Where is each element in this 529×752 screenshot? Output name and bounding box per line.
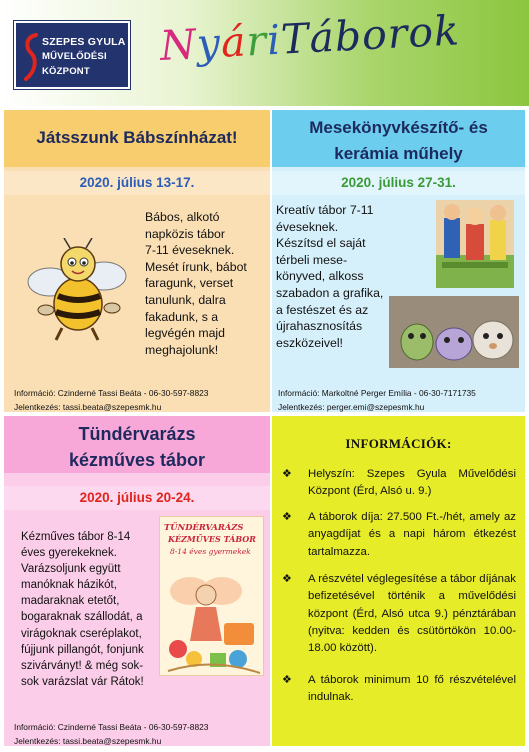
bullet-icon: ❖ <box>282 674 292 686</box>
info-item-text: A táborok díja: 27.500 Ft.-/hét, amely az anyagdíjat és a napi három étkezést tartalmazza. <box>308 511 516 558</box>
info-item-location <box>284 466 516 501</box>
info-item-fee <box>284 509 516 561</box>
description-line: Kézműves tábor 8-14 <box>21 531 131 543</box>
description-line: éveseknek. <box>276 219 339 234</box>
storybook-photo <box>436 200 514 288</box>
signup-email[interactable]: Jelentkezés: tassi.beata@szepesmk.hu <box>14 402 162 412</box>
fairy-crafts-icon <box>160 561 264 676</box>
description-line: eszközeivel! <box>276 335 343 350</box>
description-line: szivárványt! & még sok- <box>21 659 144 672</box>
camp-title-line: Tündérvarázs <box>78 424 196 444</box>
description-line: faragunk, verset <box>145 276 234 291</box>
szepes-gyula-logo <box>14 21 130 89</box>
camp-date: 2020. július 20-24. <box>79 490 195 505</box>
description-line: újrahasznosítás <box>276 319 363 334</box>
logo-mark-icon <box>22 31 40 83</box>
camp-date: 2020. július 27-31. <box>341 175 456 190</box>
title-letter: r <box>245 16 269 66</box>
description-line: Kreatív tábor 7-11 <box>276 203 374 217</box>
title-letter: b <box>333 11 364 61</box>
description-line: fújjunk pillangót, fonjunk <box>21 643 144 656</box>
poster-heading: TÜNDÉRVARÁZS <box>164 522 244 532</box>
title-letter: T <box>279 14 311 64</box>
logo-text-line: SZEPES GYULA <box>42 36 126 48</box>
information-panel <box>272 416 525 746</box>
description-line: napközis tábor <box>145 226 225 241</box>
description-line: térbeli mese- <box>276 252 348 267</box>
title-letter: á <box>219 17 248 67</box>
contact-info: Információ: Markoltné Perger Emília - 06-30-7171735 <box>278 388 476 398</box>
title-letter: o <box>360 10 389 60</box>
description-line: szabadon a grafika, <box>276 285 384 300</box>
title-letter: y <box>195 18 223 69</box>
title-letter: k <box>432 6 461 56</box>
bee-puppet-illustration <box>22 238 130 343</box>
info-item-text: A részvétel véglegesítése a tábor díjának befizetésével történik a művelődési központ (Érd, Alsó utca 9.) pénztárában (nyitva: kedden és csütörtökön 10.00-18.00 között). <box>308 573 516 655</box>
info-title: INFORMÁCIÓK: <box>345 436 452 451</box>
logo-text-line: MŰVELŐDÉSI <box>42 51 107 62</box>
description-line: a festészet és az <box>276 302 369 317</box>
poster-title <box>159 6 461 70</box>
info-item-text: Helyszín: Szepes Gyula Művelődési Központ (Érd, Alsó u. 9.) <box>308 468 516 498</box>
description-line: bogaraknak szállodát, a <box>21 611 143 624</box>
description-line: éves gyerekeknek. <box>21 547 117 560</box>
camp-description <box>145 209 267 358</box>
ceramics-photo <box>389 296 519 368</box>
camp-title-line: Mesekönyvkészítő- és <box>309 118 488 137</box>
camp-date: 2020. július 13-17. <box>79 175 195 190</box>
ceramic-mice-icon <box>389 296 519 368</box>
bee-icon <box>22 238 130 343</box>
signup-email[interactable]: Jelentkezés: tassi.beata@szepesmk.hu <box>14 736 162 746</box>
title-letter: N <box>158 20 199 70</box>
description-line: Készítsd el saját <box>276 236 366 251</box>
description-line: 7-11 éveseknek. <box>145 243 235 258</box>
description-line: könyved, alkoss <box>276 269 364 284</box>
camp-panel-storybook-ceramics <box>272 110 525 412</box>
title-letter: o <box>406 7 436 57</box>
description-line: fakadunk, s a <box>145 309 219 324</box>
description-line: legvégén majd <box>145 326 225 341</box>
contact-info: Információ: Czinderné Tassi Beáta - 06-30-597-8823 <box>14 722 209 732</box>
camp-description <box>21 529 161 690</box>
description-line: virágoknak cseréplakot, <box>21 627 142 640</box>
title-letter: á <box>308 12 337 63</box>
description-line: madaraknak etetőt, <box>21 595 120 608</box>
description-line: tanulunk, dalra <box>145 292 226 307</box>
header-banner <box>0 0 529 106</box>
info-item-minimum <box>284 672 516 707</box>
camp-description <box>276 202 406 351</box>
camp-panel-puppet-theatre <box>4 110 270 412</box>
description-line: Mesét írunk, bábot <box>145 259 247 274</box>
poster-subheading: KÉZMŰVES TÁBOR <box>168 534 256 544</box>
description-line: manóknak házikót, <box>21 579 117 592</box>
description-line: Bábos, alkotó <box>145 210 220 224</box>
info-item-text: A táborok minimum 10 fő részvételével indulnak. <box>308 674 516 704</box>
description-line: sok varázslat vár Rátok! <box>21 675 144 688</box>
description-line: Varázsoljunk együtt <box>21 563 121 576</box>
poster-age: 8-14 éves gyermekek <box>170 547 251 556</box>
bullet-icon: ❖ <box>282 511 292 523</box>
header-divider <box>0 106 529 109</box>
title-letter: r <box>386 9 410 59</box>
camp-title: Játsszunk Bábszínházat! <box>36 128 238 147</box>
camp-title-line: kerámia műhely <box>334 144 463 163</box>
info-item-payment <box>284 571 516 657</box>
contact-info: Információ: Czinderné Tassi Beáta - 06-30-597-8823 <box>14 388 209 398</box>
camp-title-line: kézműves tábor <box>68 450 206 470</box>
title-letter: i <box>265 15 283 65</box>
bullet-icon: ❖ <box>282 468 292 480</box>
camp-panel-fairy-crafts <box>4 416 270 746</box>
signup-email[interactable]: Jelentkezés: perger.emi@szepesmk.hu <box>278 402 425 412</box>
description-line: meghajolunk! <box>145 342 219 357</box>
storybook-figures-icon <box>436 200 514 288</box>
bullet-icon: ❖ <box>282 573 292 585</box>
logo-text-line: KÖZPONT <box>42 66 90 77</box>
fairy-craft-poster <box>159 516 264 676</box>
